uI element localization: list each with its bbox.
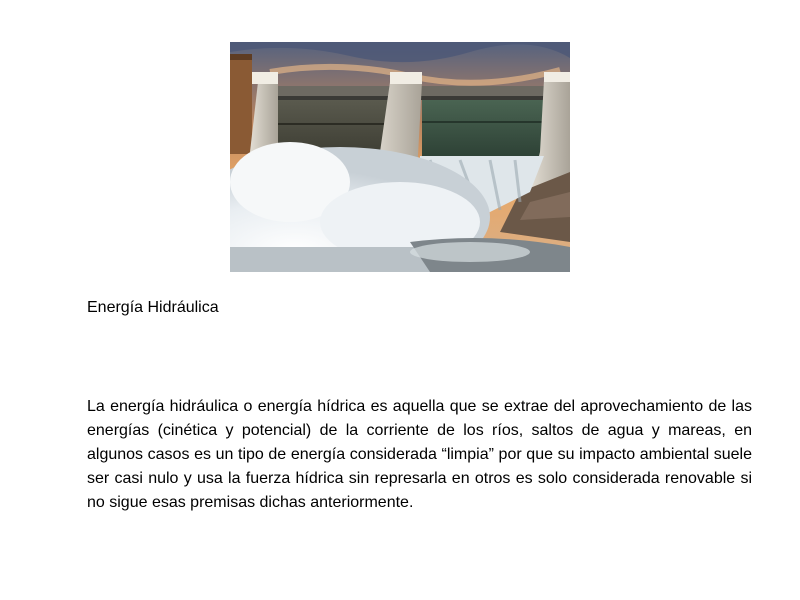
slide-body-text: La energía hidráulica o energía hídrica es aquella que se extrae del aprovechamiento de las energías (cinética y potencial) de la corriente de los ríos, saltos de agua y mareas, en algunos casos es un tipo de energía considerada “limpia” por que su impacto ambiental suele ser casi nulo y usa la fuerza hídrica sin represarla en otros es solo considerada renovable si no sigue esas premisas dichas anteriormente. [87,398,752,511]
slide-title: Energía Hidráulica [87,299,219,316]
dam-spillway-photo [230,42,570,272]
